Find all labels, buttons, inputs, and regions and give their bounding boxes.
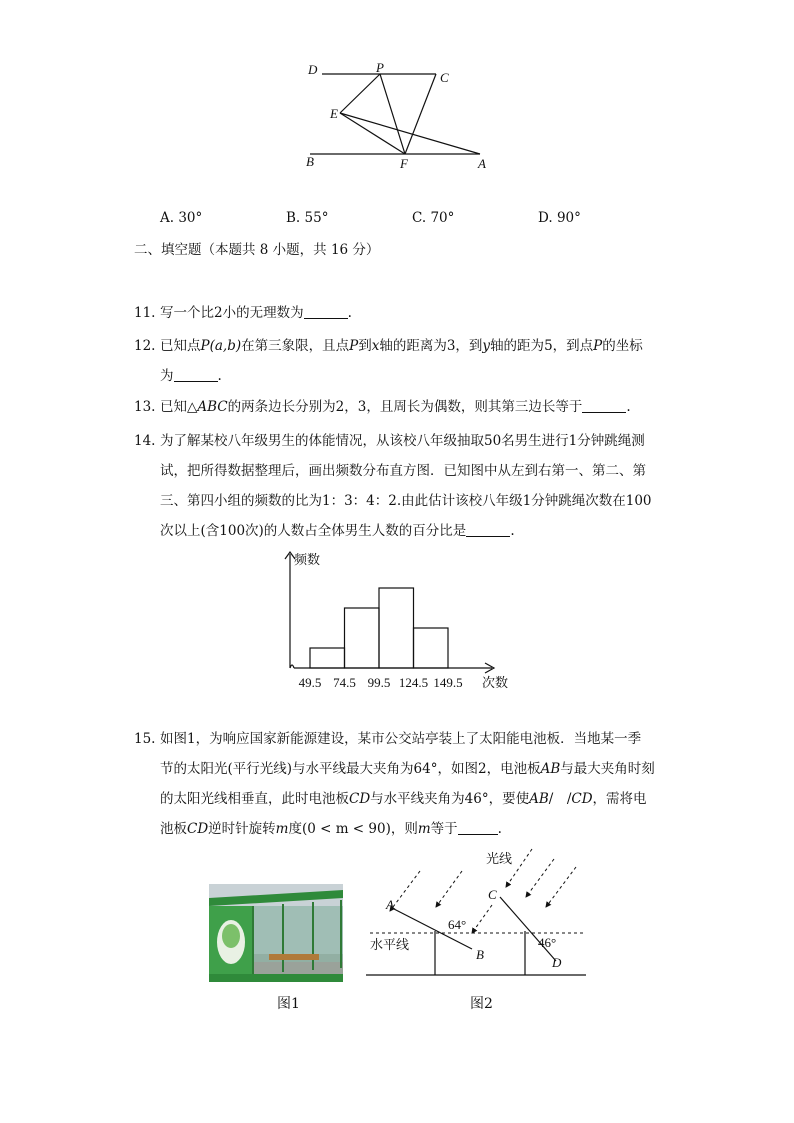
label-e: E: [330, 106, 338, 121]
q12-line2: 为 .: [160, 368, 222, 384]
q15-blank[interactable]: [458, 820, 498, 835]
fig2-angle-64: 64°: [448, 917, 467, 932]
q14-line1: 为了解某校八年级男生的体能情况，从该校八年级抽取50名男生进行1分钟跳绳测: [160, 433, 645, 449]
histogram-bar-4: [414, 628, 449, 668]
y-axis-label: 频数: [294, 552, 321, 567]
q14-line2: 试，把所得数据整理后，画出频数分布直方图．已知图中从左到右第一、第二、第: [160, 463, 646, 479]
q13-number: 13.: [134, 399, 156, 415]
q12-number: 12.: [134, 338, 156, 354]
q11-blank[interactable]: [304, 304, 348, 319]
label-d: D: [308, 62, 318, 77]
fig2-angle-46: 46°: [538, 935, 557, 950]
q13-blank[interactable]: [582, 398, 626, 413]
fig2-label-d: D: [552, 955, 562, 970]
q15-line1: 如图1，为响应国家新能源建设，某市公交站亭装上了太阳能电池板．当地某一季: [160, 731, 642, 747]
q15-line3: 的太阳光线相垂直，此时电池板CD与水平线夹角为46°，要使AB/ /CD，需将电: [160, 791, 647, 807]
bus-shelter-photo: [209, 884, 343, 982]
choice-c: C. 70°: [412, 210, 455, 226]
q12-blank[interactable]: [174, 367, 218, 382]
label-p: P: [376, 60, 384, 75]
q12-line1: 已知点P(a,b)在第三象限，且点P到x轴的距离为3，到y轴的距为5，到点P的坐标: [160, 338, 643, 354]
histogram-bar-3: [379, 588, 414, 668]
q15-line4: 池板CD逆时针旋转m度(0 < m < 90)，则m等于 .: [160, 821, 502, 837]
q14-number: 14.: [134, 433, 156, 449]
x-tick-label: 149.5: [433, 675, 463, 690]
choice-d: D. 90°: [538, 210, 581, 226]
histogram-bar-2: [345, 608, 380, 668]
label-f: F: [400, 156, 408, 171]
x-tick-label: 49.5: [298, 675, 322, 690]
q11-number: 11.: [134, 305, 156, 321]
q11-text: 写一个比2小的无理数为 .: [160, 305, 352, 321]
fig2-label-b: B: [476, 947, 484, 962]
q15-number: 15.: [134, 731, 156, 747]
x-axis-label: 次数: [482, 675, 509, 690]
x-tick-label: 74.5: [333, 675, 356, 690]
label-c: C: [440, 70, 449, 85]
figure1-caption: 图1: [277, 996, 300, 1012]
x-tick-label: 124.5: [398, 675, 429, 690]
fig2-label-c: C: [488, 887, 497, 902]
q14-line3: 三、第四小组的频数的比为1：3：4：2.由此估计该校八年级1分钟跳绳次数在100: [160, 493, 652, 509]
fig2-light-label: 光线: [486, 851, 513, 866]
label-b: B: [306, 154, 314, 169]
fig2-label-a: A: [386, 897, 394, 912]
figure2-caption: 图2: [470, 996, 493, 1012]
q14-line4: 次以上(含100次)的人数占全体男生人数的百分比是 .: [160, 523, 515, 539]
histogram-chart: [280, 548, 520, 698]
fig2-horizontal-label: 水平线: [370, 937, 410, 952]
q14-blank[interactable]: [466, 522, 510, 537]
q13-text: 已知△ABC的两条边长分别为2，3，且周长为偶数，则其第三边长等于 .: [160, 399, 631, 415]
x-tick-label: 99.5: [367, 675, 391, 690]
q15-line2: 节的太阳光(平行光线)与水平线最大夹角为64°，如图2，电池板AB与最大夹角时刻: [160, 761, 655, 777]
choice-a: A. 30°: [160, 210, 203, 226]
choice-b: B. 55°: [286, 210, 329, 226]
section-heading: 二、填空题（本题共 8 小题，共 16 分）: [134, 242, 380, 258]
histogram-bar-1: [310, 648, 345, 668]
label-a: A: [478, 156, 486, 171]
solar-panel-diagram: [360, 845, 600, 985]
geometry-figure: [300, 58, 500, 178]
